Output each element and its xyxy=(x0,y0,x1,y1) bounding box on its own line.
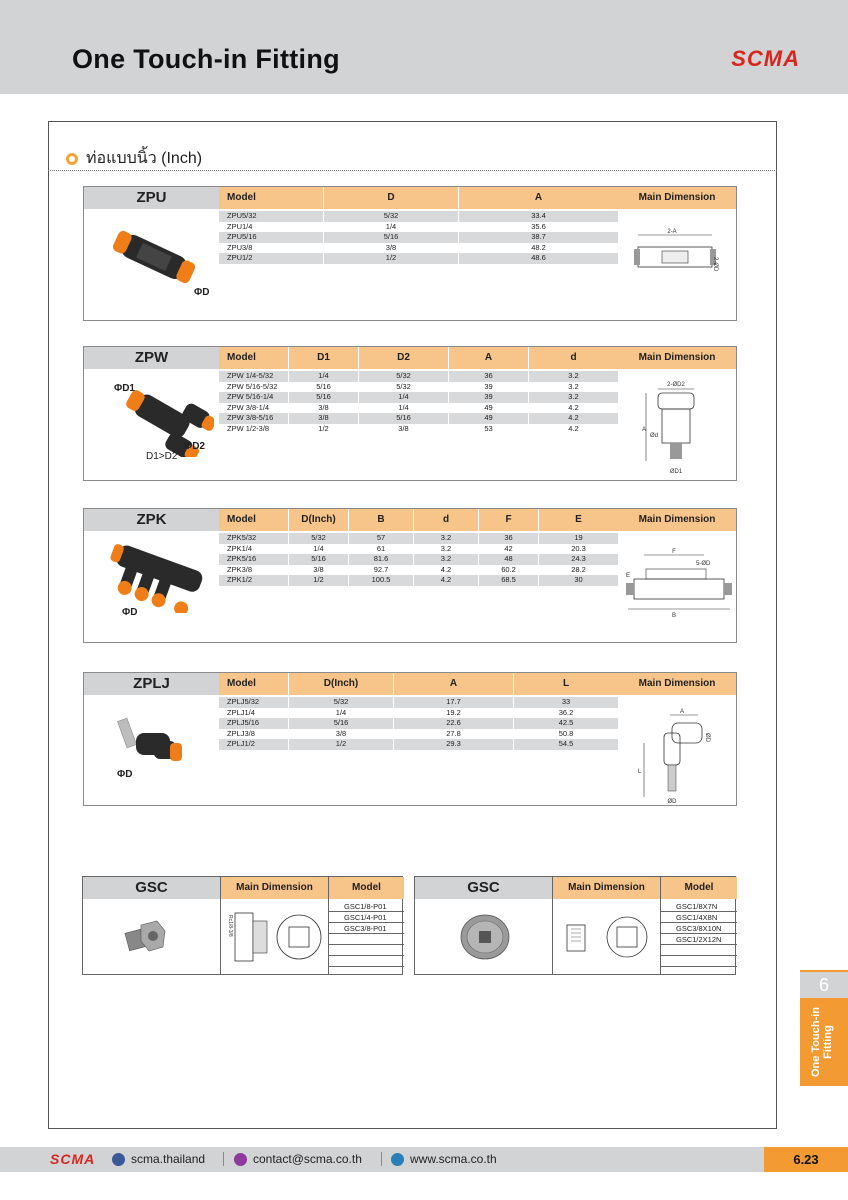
cell: ZPK1/2 xyxy=(219,575,289,586)
cell: 1/2 xyxy=(289,424,359,435)
cell: ZPK1/4 xyxy=(219,544,289,555)
zpw-dim-a: A xyxy=(642,427,647,433)
zpk-fitting-image xyxy=(106,543,206,613)
cell: 24.3 xyxy=(539,554,619,565)
cell: 5/32 xyxy=(359,371,449,382)
table-row xyxy=(219,729,619,740)
table-row xyxy=(219,392,619,403)
cell: 19.2 xyxy=(394,708,514,719)
cell: 100.5 xyxy=(349,575,414,586)
cell: 5/16 xyxy=(289,392,359,403)
cell: ZPW 1/4-5/32 xyxy=(219,371,289,382)
cell: ZPK5/16 xyxy=(219,554,289,565)
cell: 36 xyxy=(449,371,529,382)
col-f: F xyxy=(479,509,539,531)
zpk-dimension-drawing xyxy=(624,545,734,625)
zplj-dim-l: L xyxy=(638,769,642,775)
cell: 29.3 xyxy=(394,739,514,750)
cell: 1/2 xyxy=(324,253,459,264)
zplj-dim-d2: ØD xyxy=(667,799,677,805)
cell: 92.7 xyxy=(349,565,414,576)
col-d: D(Inch) xyxy=(289,673,394,695)
zplj-block xyxy=(83,672,737,806)
cell: 3.2 xyxy=(414,544,479,555)
footer-logo: SCMA xyxy=(50,1151,96,1167)
zpu-dim-a: 2-A xyxy=(667,229,677,235)
col-b: B xyxy=(349,509,414,531)
list-item: GSC1/4X8N xyxy=(660,912,737,923)
col-a: A xyxy=(459,187,619,209)
cell: 5/16 xyxy=(289,382,359,393)
cell: 54.5 xyxy=(514,739,619,750)
cell: 22.6 xyxy=(394,718,514,729)
zpk-dim-e: E xyxy=(626,573,631,579)
cell: 53 xyxy=(449,424,529,435)
table-row xyxy=(219,211,619,222)
col-a: A xyxy=(449,347,529,369)
cell: ZPU5/16 xyxy=(219,232,324,243)
col-d: D(Inch) xyxy=(289,509,349,531)
cell: 33 xyxy=(514,697,619,708)
table-row xyxy=(219,424,619,435)
cell: 5/32 xyxy=(289,533,349,544)
cell: 5/16 xyxy=(324,232,459,243)
cell: 20.3 xyxy=(539,544,619,555)
zpk-dim-b: B xyxy=(671,613,677,619)
cell: 1/4 xyxy=(324,222,459,233)
cell: 33.4 xyxy=(459,211,619,222)
table-row xyxy=(219,371,619,382)
cell: 39 xyxy=(449,382,529,393)
cell: 3.2 xyxy=(529,371,619,382)
zpw-dim-d2: 2-ØD2 xyxy=(667,382,685,388)
cell: 28.2 xyxy=(539,565,619,576)
gsc-right-tag: GSC xyxy=(415,877,552,899)
cell: 1/2 xyxy=(289,739,394,750)
cell: 3.2 xyxy=(414,554,479,565)
zplj-tag: ZPLJ xyxy=(84,673,219,695)
facebook-icon xyxy=(112,1153,125,1166)
cell: 5/32 xyxy=(289,697,394,708)
cell: 57 xyxy=(349,533,414,544)
globe-icon xyxy=(391,1153,404,1166)
cell: 1/4 xyxy=(289,544,349,555)
cell: 5/16 xyxy=(359,413,449,424)
cell: 3.2 xyxy=(414,533,479,544)
table-row xyxy=(219,575,619,586)
chapter-label-line2: Fitting xyxy=(822,1025,834,1059)
gsc-left-plug-image xyxy=(123,917,173,957)
zplj-dim-d: ØD xyxy=(704,733,710,742)
page-number: 6.23 xyxy=(764,1147,848,1172)
gsc-right-plug-image xyxy=(455,909,515,965)
list-item xyxy=(328,956,404,967)
cell: 39 xyxy=(449,392,529,403)
gsc-left-tag: GSC xyxy=(83,877,220,899)
gsc-left-block xyxy=(82,876,403,975)
cell: 36 xyxy=(479,533,539,544)
gsc-left-main-dimension: Main Dimension xyxy=(220,877,328,899)
cell: 5/16 xyxy=(289,554,349,565)
zpk-table xyxy=(219,533,619,586)
zpw-table-header xyxy=(219,347,619,369)
cell: 3/8 xyxy=(289,413,359,424)
cell: 38.7 xyxy=(459,232,619,243)
section-title-text: ท่อแบบนิ้ว (Inch) xyxy=(86,150,203,167)
cell: 30 xyxy=(539,575,619,586)
col-d: d xyxy=(529,347,619,369)
table-row xyxy=(219,382,619,393)
cell: 36.2 xyxy=(514,708,619,719)
cell: 1/2 xyxy=(289,575,349,586)
list-item: GSC1/8X7N xyxy=(660,901,737,912)
cell: 49 xyxy=(449,413,529,424)
table-row xyxy=(219,544,619,555)
gsc-right-block xyxy=(414,876,736,975)
cell: ZPU1/2 xyxy=(219,253,324,264)
cell: 68.5 xyxy=(479,575,539,586)
cell: ZPW 3/8-5/16 xyxy=(219,413,289,424)
zpu-table xyxy=(219,211,619,264)
zplj-dim-a: A xyxy=(679,709,685,715)
col-d2: D2 xyxy=(359,347,449,369)
gsc-right-dimension-drawing xyxy=(555,901,659,973)
list-item xyxy=(660,945,737,956)
zpk-table-header xyxy=(219,509,619,531)
cell: 48.6 xyxy=(459,253,619,264)
cell: 3/8 xyxy=(289,565,349,576)
main-dimension-header: Main Dimension xyxy=(618,673,736,695)
cell: 5/16 xyxy=(289,718,394,729)
divider xyxy=(223,1152,224,1166)
chapter-label xyxy=(810,1002,834,1082)
zpw-label-d1: ΦD1 xyxy=(114,383,135,394)
zpk-block xyxy=(83,508,737,643)
cell: 1/4 xyxy=(359,392,449,403)
zpw-dim-d: Ød xyxy=(650,433,659,439)
table-row xyxy=(219,697,619,708)
gsc-left-model-header: Model xyxy=(328,877,404,899)
col-d: D xyxy=(324,187,459,209)
zpw-table xyxy=(219,371,619,434)
cell: ZPK3/8 xyxy=(219,565,289,576)
zpu-dim-d: 2-ØD xyxy=(712,257,718,272)
cell: ZPLJ3/8 xyxy=(219,729,289,740)
col-a: A xyxy=(394,673,514,695)
zplj-label-d: ΦD xyxy=(117,769,133,780)
cell: 50.8 xyxy=(514,729,619,740)
list-item xyxy=(328,945,404,956)
cell: 35.6 xyxy=(459,222,619,233)
cell: 81.6 xyxy=(349,554,414,565)
zpw-dim-d1: ØD1 xyxy=(669,469,683,475)
col-e: E xyxy=(539,509,619,531)
zpw-block xyxy=(83,346,737,481)
table-row xyxy=(219,708,619,719)
col-small-d: d xyxy=(414,509,479,531)
cell: ZPU3/8 xyxy=(219,243,324,254)
page-footer xyxy=(0,1147,848,1172)
cell: 61 xyxy=(349,544,414,555)
divider xyxy=(552,877,553,974)
list-item: GSC1/2X12N xyxy=(660,934,737,945)
list-item xyxy=(660,956,737,967)
cell: 49 xyxy=(449,403,529,414)
gsc-left-model-list xyxy=(328,901,404,967)
zplj-table-header xyxy=(219,673,619,695)
cell: 42.5 xyxy=(514,718,619,729)
cell: 1/4 xyxy=(289,371,359,382)
dotted-divider xyxy=(48,170,777,171)
email-text: contact@scma.co.th xyxy=(253,1152,362,1166)
cell: ZPU5/32 xyxy=(219,211,324,222)
table-row xyxy=(219,232,619,243)
list-item: GSC3/8X10N xyxy=(660,923,737,934)
cell: ZPLJ5/32 xyxy=(219,697,289,708)
cell: ZPW 1/2-3/8 xyxy=(219,424,289,435)
chapter-number: 6 xyxy=(800,972,848,998)
cell: 4.2 xyxy=(414,575,479,586)
zpu-table-header xyxy=(219,187,619,209)
list-item: GSC3/8-P01 xyxy=(328,923,404,934)
cell: 5/32 xyxy=(324,211,459,222)
cell: 4.2 xyxy=(414,565,479,576)
zpw-tag: ZPW xyxy=(84,347,219,369)
cell: ZPW 5/16-1/4 xyxy=(219,392,289,403)
page-header xyxy=(0,0,848,94)
zpu-label-d: ΦD xyxy=(194,287,210,298)
cell: 3/8 xyxy=(359,424,449,435)
gsc-right-model-list xyxy=(660,901,737,967)
list-item: GSC1/8-P01 xyxy=(328,901,404,912)
cell: 3.2 xyxy=(529,382,619,393)
website-link[interactable] xyxy=(391,1152,497,1166)
zplj-table xyxy=(219,697,619,750)
brand-logo: SCMA xyxy=(731,46,800,71)
zpu-block xyxy=(83,186,737,321)
table-row xyxy=(219,222,619,233)
list-item: GSC1/4-P01 xyxy=(328,912,404,923)
table-row xyxy=(219,718,619,729)
cell: 1/4 xyxy=(359,403,449,414)
col-model: Model xyxy=(219,673,289,695)
chapter-label-line1: One Touch-in xyxy=(810,1006,822,1078)
facebook-link[interactable] xyxy=(112,1152,205,1166)
table-row xyxy=(219,554,619,565)
cell: 27.8 xyxy=(394,729,514,740)
cell: 3/8 xyxy=(289,403,359,414)
facebook-text: scma.thailand xyxy=(131,1152,206,1166)
cell: 48.2 xyxy=(459,243,619,254)
cell: 19 xyxy=(539,533,619,544)
cell: 60.2 xyxy=(479,565,539,576)
divider xyxy=(381,1152,382,1166)
cell: ZPLJ5/16 xyxy=(219,718,289,729)
cell: ZPW 3/8-1/4 xyxy=(219,403,289,414)
zplj-fitting-image xyxy=(114,715,194,771)
cell: 5/32 xyxy=(359,382,449,393)
table-row xyxy=(219,739,619,750)
section-title xyxy=(66,146,202,171)
cell: 3.2 xyxy=(529,392,619,403)
gsc-left-dimension-drawing xyxy=(223,901,327,973)
zpk-label-d: ΦD xyxy=(122,607,138,618)
divider xyxy=(220,877,221,974)
table-row xyxy=(219,413,619,424)
zpw-label-relation: D1>D2 xyxy=(146,451,178,462)
gsc-right-model-header: Model xyxy=(660,877,737,899)
table-row xyxy=(219,403,619,414)
col-model: Model xyxy=(219,347,289,369)
zpk-dim-d: 5-ØD xyxy=(696,561,711,567)
cell: ZPU1/4 xyxy=(219,222,324,233)
cell: 48 xyxy=(479,554,539,565)
page-title: One Touch-in Fitting xyxy=(72,44,340,74)
zpk-tag: ZPK xyxy=(84,509,219,531)
cell: ZPLJ1/4 xyxy=(219,708,289,719)
table-row xyxy=(219,533,619,544)
gsc-left-thread-label: Rc1/8-3/8 xyxy=(227,915,233,937)
col-model: Model xyxy=(219,187,324,209)
cell: 4.2 xyxy=(529,413,619,424)
table-row xyxy=(219,253,619,264)
col-d1: D1 xyxy=(289,347,359,369)
cell: ZPW 5/16-5/32 xyxy=(219,382,289,393)
cell: 3/8 xyxy=(324,243,459,254)
cell: ZPLJ1/2 xyxy=(219,739,289,750)
col-l: L xyxy=(514,673,619,695)
cell: 17.7 xyxy=(394,697,514,708)
col-model: Model xyxy=(219,509,289,531)
list-item xyxy=(328,934,404,945)
bullet-icon xyxy=(66,153,78,165)
main-dimension-header: Main Dimension xyxy=(618,347,736,369)
chapter-side-tab[interactable] xyxy=(800,970,848,1086)
gsc-right-main-dimension: Main Dimension xyxy=(552,877,660,899)
cell: 4.2 xyxy=(529,403,619,414)
cell: ZPK5/32 xyxy=(219,533,289,544)
table-row xyxy=(219,565,619,576)
cell: 3/8 xyxy=(289,729,394,740)
zpk-dim-f: F xyxy=(672,549,676,555)
main-dimension-header: Main Dimension xyxy=(618,509,736,531)
website-text: www.scma.co.th xyxy=(410,1152,497,1166)
zpw-label-d2: ΦD2 xyxy=(184,441,205,452)
cell: 42 xyxy=(479,544,539,555)
cell: 1/4 xyxy=(289,708,394,719)
zplj-dimension-drawing xyxy=(634,703,714,807)
main-dimension-header: Main Dimension xyxy=(618,187,736,209)
zpw-dimension-drawing xyxy=(636,377,716,477)
table-row xyxy=(219,243,619,254)
email-link[interactable] xyxy=(234,1152,362,1166)
zpu-dimension-drawing xyxy=(632,227,722,279)
zpu-fitting-image xyxy=(104,227,204,287)
email-icon xyxy=(234,1153,247,1166)
zpu-tag: ZPU xyxy=(84,187,219,209)
cell: 4.2 xyxy=(529,424,619,435)
